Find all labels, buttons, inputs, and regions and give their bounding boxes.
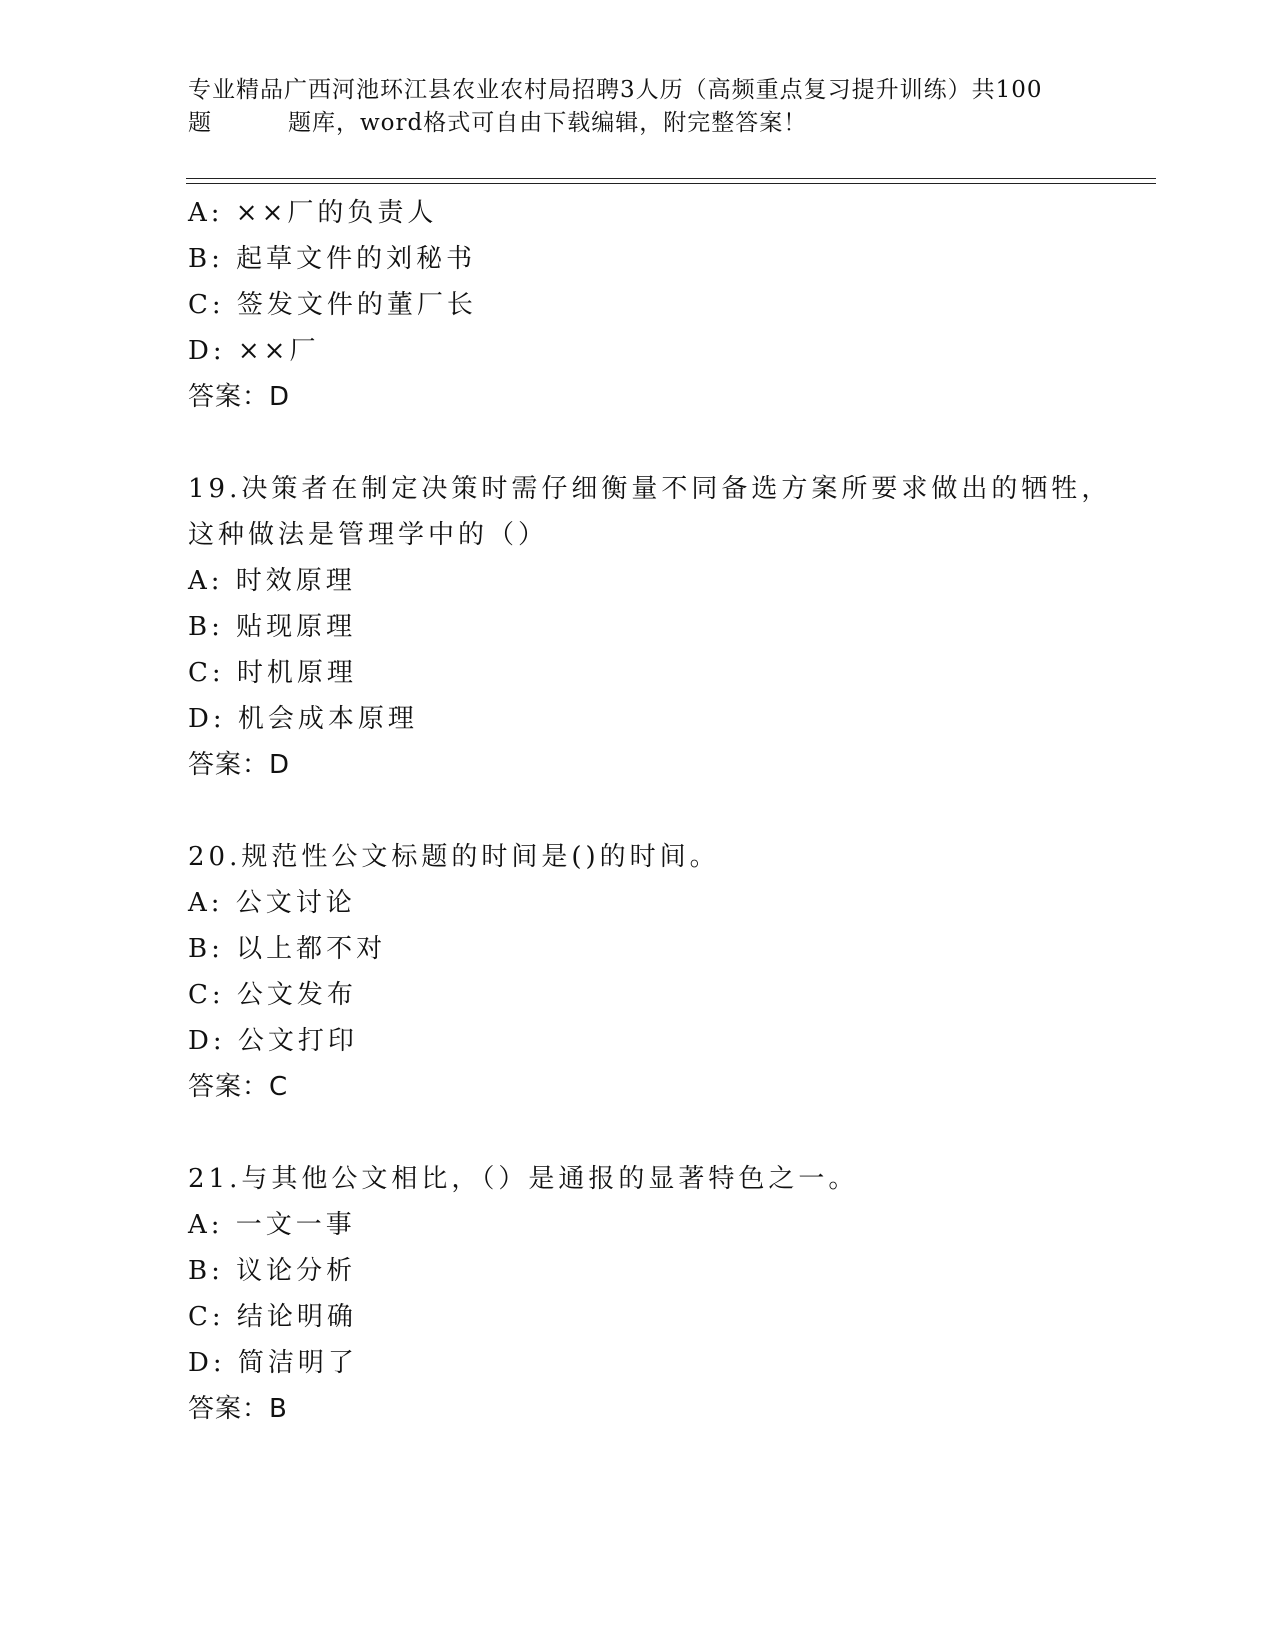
header-divider-top bbox=[186, 178, 1156, 179]
option-c: C: 结论明确 bbox=[188, 1302, 357, 1332]
question-block bbox=[188, 834, 1148, 1110]
option-b: B: 以上都不对 bbox=[188, 934, 387, 964]
option-d: D: 简洁明了 bbox=[188, 1348, 358, 1378]
question-list bbox=[188, 190, 1148, 1478]
document-header bbox=[188, 74, 1088, 140]
question-stem-line: 20.规范性公文标题的时间是()的时间。 bbox=[188, 842, 720, 872]
option-d: D: 机会成本原理 bbox=[188, 704, 418, 734]
option-d: D: 公文打印 bbox=[188, 1026, 358, 1056]
question-stem-line: 19.决策者在制定决策时需仔细衡量不同备选方案所要求做出的牺牲， bbox=[188, 474, 1112, 504]
option-a: A: 时效原理 bbox=[188, 566, 356, 596]
question-stem-line: 这种做法是管理学中的（） bbox=[188, 520, 549, 550]
option-a: A: 一文一事 bbox=[188, 1210, 356, 1240]
header-title-line-2-end: 题库，word格式可自由下载编辑，附完整答案！ bbox=[288, 110, 808, 136]
header-title-line-2-start: 题 bbox=[188, 110, 212, 136]
option-a: A: 公文讨论 bbox=[188, 888, 356, 918]
question-stem-line: 21.与其他公文相比，（）是通报的显著特色之一。 bbox=[188, 1164, 859, 1194]
option-c: C: 公文发布 bbox=[188, 980, 357, 1010]
answer-line: 答案：B bbox=[188, 1394, 288, 1424]
option-a: A: ××厂的负责人 bbox=[188, 198, 438, 228]
question-block bbox=[188, 466, 1148, 788]
option-d: D: ××厂 bbox=[188, 336, 320, 366]
option-b: B: 贴现原理 bbox=[188, 612, 357, 642]
option-b: B: 起草文件的刘秘书 bbox=[188, 244, 477, 274]
answer-line: 答案：D bbox=[188, 750, 291, 780]
question-block bbox=[188, 190, 1148, 420]
answer-line: 答案：C bbox=[188, 1072, 289, 1102]
header-title-line-2 bbox=[188, 107, 1088, 140]
question-block bbox=[188, 1156, 1148, 1432]
answer-line: 答案：D bbox=[188, 382, 291, 412]
header-title-line-1: 专业精品广西河池环江县农业农村局招聘3人历（高频重点复习提升训练）共100 bbox=[188, 77, 1043, 103]
option-c: C: 时机原理 bbox=[188, 658, 357, 688]
option-c: C: 签发文件的董厂长 bbox=[188, 290, 477, 320]
header-divider-bottom bbox=[186, 183, 1156, 184]
option-b: B: 议论分析 bbox=[188, 1256, 357, 1286]
